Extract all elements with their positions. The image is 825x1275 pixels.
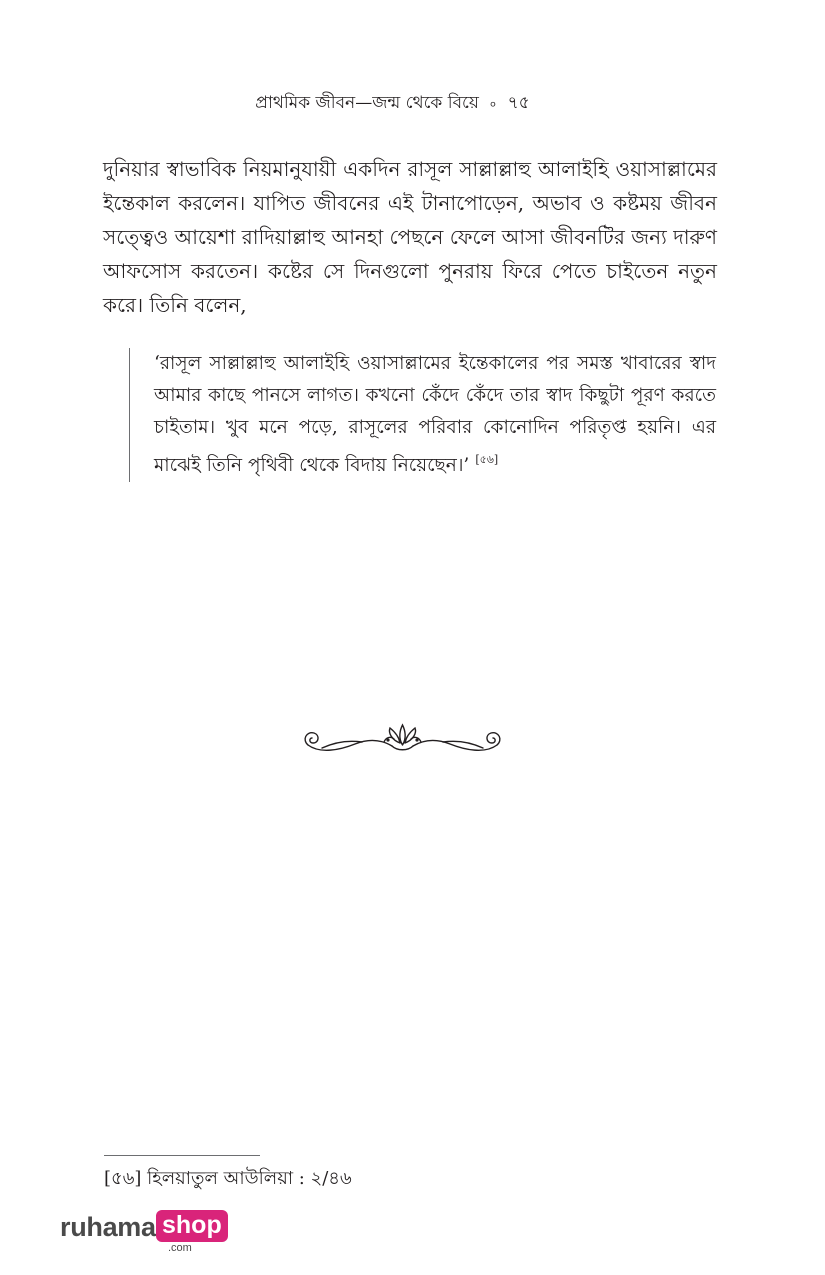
header-separator: ৹ xyxy=(490,94,497,112)
logo-text-shop: shop xyxy=(156,1210,228,1242)
body-paragraph: দুনিয়ার স্বাভাবিক নিয়মানুযায়ী একদিন রাসূল সাল্লাল্লাহু আলাইহি ওয়াসাল্লামের ইন্তেকাল করলেন। যাপিত জীবনের এই টানাপোড়েন, অভাব ও কষ্টময় জীবন সত্ত্বেও আয়েশা রাদিয়াল্লাহু আনহা পেছনে ফেলে আসা জীবনটির জন্য দারুণ আফসোস করতেন। কষ্টের সে দিনগুলো পুনরায় ফিরে পেতে চাইতেন নতুন করে। তিনি বলেন, xyxy=(103,157,717,317)
logo-text-ruhama: ruhama xyxy=(60,1212,156,1242)
block-quote xyxy=(129,348,716,482)
running-header xyxy=(0,90,785,118)
chapter-title: প্রাথমিক জীবন—জন্ম থেকে বিয়ে xyxy=(255,93,479,113)
footnote-reference[interactable]: [৫৬] xyxy=(475,453,499,466)
ruhamashop-logo xyxy=(60,1208,260,1258)
footnote-divider xyxy=(104,1155,260,1156)
quote-text: ‘রাসূল সাল্লাল্লাহু আলাইহি ওয়াসাল্লামের ইন্তেকালের পর সমস্ত খাবারের স্বাদ আমার কাছে পানসে লাগত। কখনো কেঁদে কেঁদে তার স্বাদ কিছুটা পূরণ করতে চাইতাম। খুব মনে পড়ে, রাসূলের পরিবার কোনোদিন পরিতৃপ্ত হয়নি। এর মাঝেই তিনি পৃথিবী থেকে বিদায় নিয়েছেন।’ xyxy=(154,353,716,476)
logo-text-com: .com xyxy=(168,1242,192,1254)
page-number: ৭৫ xyxy=(507,93,530,113)
footnote: [৫৬] হিলয়াতুল আউলিয়া : ২/৪৬ xyxy=(104,1168,352,1189)
ornament-divider-icon xyxy=(300,718,505,760)
